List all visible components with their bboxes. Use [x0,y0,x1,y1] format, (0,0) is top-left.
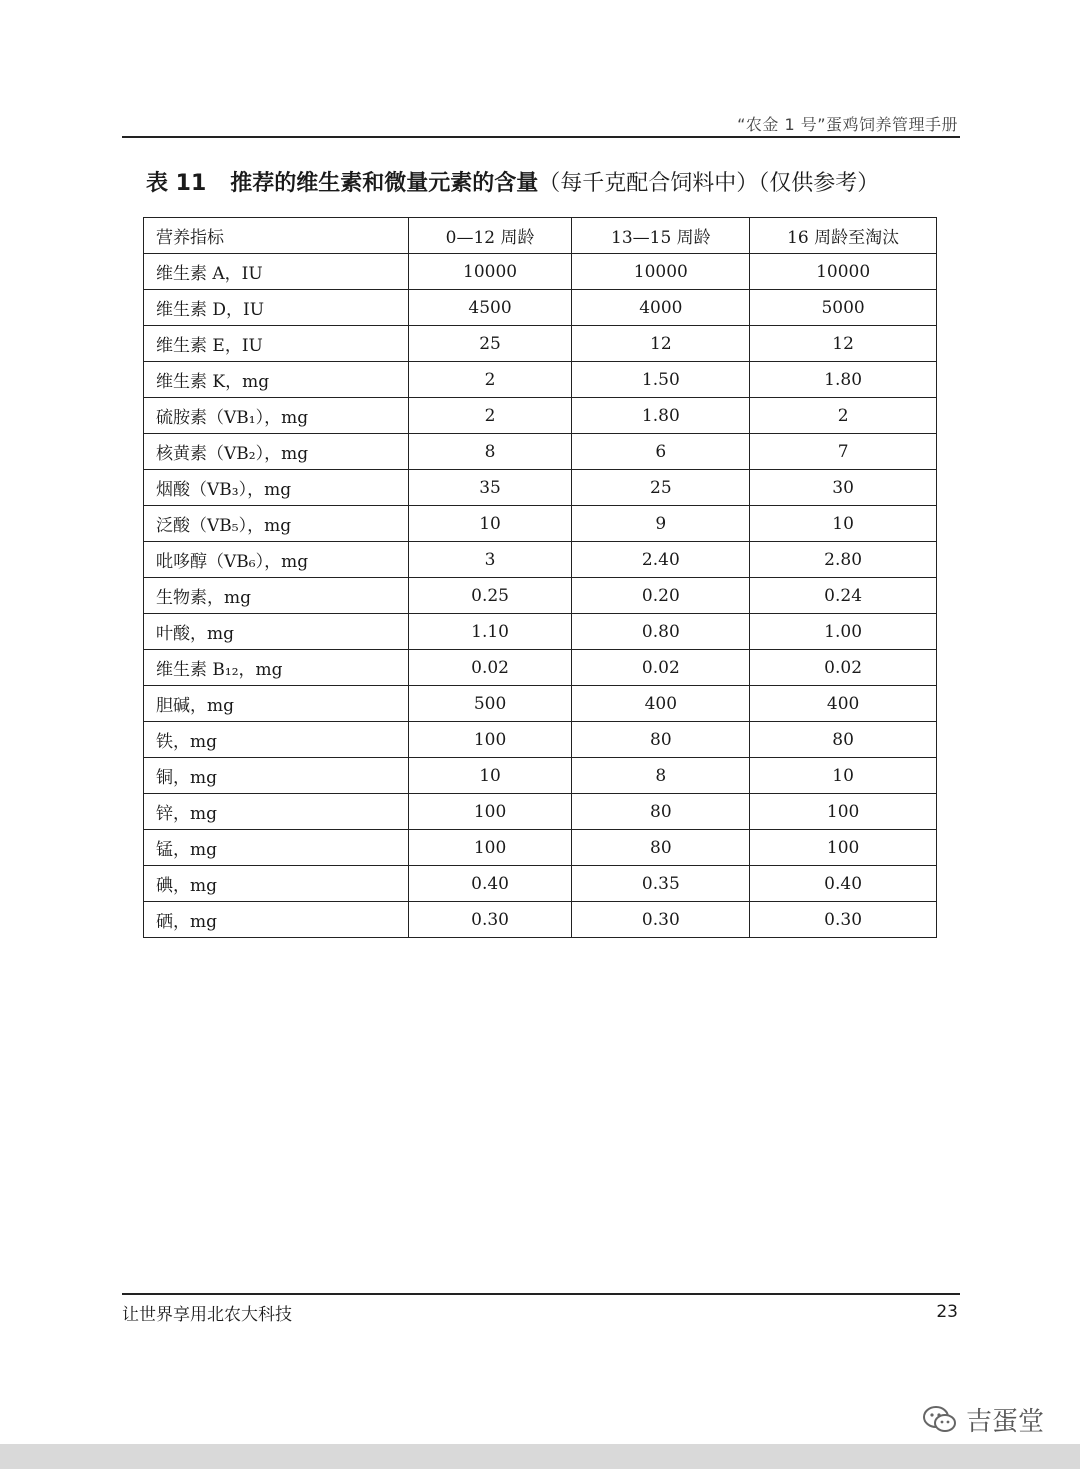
value-cell: 1.80 [572,398,750,434]
table-row [144,578,937,614]
column-header: 16 周龄至淘汰 [750,218,937,254]
column-header: 0—12 周龄 [408,218,572,254]
table-number: 表 11 [146,171,207,196]
value-cell: 100 [408,722,572,758]
running-header: “农金 1 号”蛋鸡饲养管理手册 [737,115,958,134]
column-header: 13—15 周龄 [572,218,750,254]
value-cell: 2.40 [572,542,750,578]
table-subtitle: （每千克配合饲料中）（仅供参考） [538,171,880,196]
nutrient-name-cell: 硒，mg [144,902,409,938]
table-row [144,506,937,542]
value-cell: 100 [750,830,937,866]
table-body [144,254,937,938]
value-cell: 100 [408,794,572,830]
nutrient-name-cell: 锌，mg [144,794,409,830]
value-cell: 2 [408,362,572,398]
table-row [144,326,937,362]
value-cell: 1.10 [408,614,572,650]
value-cell: 0.02 [750,650,937,686]
nutrient-name-cell: 维生素 B₁₂，mg [144,650,409,686]
value-cell: 80 [572,722,750,758]
value-cell: 400 [572,686,750,722]
value-cell: 8 [572,758,750,794]
value-cell: 10000 [750,254,937,290]
table-row [144,758,937,794]
page-number: 23 [936,1302,958,1322]
nutrient-name-cell: 核黄素（VB₂），mg [144,434,409,470]
value-cell: 0.40 [750,866,937,902]
header-divider [122,136,960,138]
table-row [144,362,937,398]
nutrient-name-cell: 生物素，mg [144,578,409,614]
nutrient-name-cell: 碘，mg [144,866,409,902]
nutrient-name-cell: 铜，mg [144,758,409,794]
value-cell: 0.02 [408,650,572,686]
nutrient-name-cell: 泛酸（VB₅），mg [144,506,409,542]
value-cell: 0.02 [572,650,750,686]
value-cell: 10 [408,506,572,542]
table-row [144,902,937,938]
value-cell: 0.40 [408,866,572,902]
value-cell: 80 [572,794,750,830]
footer-divider [122,1293,960,1295]
value-cell: 0.20 [572,578,750,614]
value-cell: 4000 [572,290,750,326]
value-cell: 12 [572,326,750,362]
value-cell: 100 [408,830,572,866]
value-cell: 25 [408,326,572,362]
value-cell: 1.80 [750,362,937,398]
watermark-text: 吉蛋堂 [965,1407,1044,1437]
table-row [144,686,937,722]
value-cell: 1.50 [572,362,750,398]
table-row [144,614,937,650]
nutrient-name-cell: 烟酸（VB₃），mg [144,470,409,506]
value-cell: 80 [572,830,750,866]
table-header-row [144,218,937,254]
value-cell: 3 [408,542,572,578]
value-cell: 9 [572,506,750,542]
bottom-band [0,1444,1080,1469]
value-cell: 8 [408,434,572,470]
value-cell: 4500 [408,290,572,326]
value-cell: 30 [750,470,937,506]
table-row [144,254,937,290]
value-cell: 10000 [408,254,572,290]
value-cell: 0.30 [750,902,937,938]
value-cell: 2 [750,398,937,434]
value-cell: 0.25 [408,578,572,614]
table-row [144,794,937,830]
value-cell: 10 [750,758,937,794]
footer-slogan: 让世界享用北农大科技 [122,1305,292,1325]
value-cell: 10000 [572,254,750,290]
nutrient-name-cell: 维生素 E，IU [144,326,409,362]
value-cell: 7 [750,434,937,470]
table-row [144,398,937,434]
wechat-icon [922,1405,958,1435]
value-cell: 400 [750,686,937,722]
table-row [144,434,937,470]
table-row [144,650,937,686]
table-row [144,830,937,866]
table-caption [146,166,879,197]
value-cell: 25 [572,470,750,506]
value-cell: 2 [408,398,572,434]
value-cell: 10 [750,506,937,542]
value-cell: 0.24 [750,578,937,614]
nutrient-name-cell: 吡哆醇（VB₆），mg [144,542,409,578]
table-title: 推荐的维生素和微量元素的含量 [230,171,539,196]
value-cell: 2.80 [750,542,937,578]
nutrient-name-cell: 维生素 D，IU [144,290,409,326]
nutrient-table [143,217,937,938]
nutrient-name-cell: 胆碱，mg [144,686,409,722]
nutrient-name-cell: 维生素 A，IU [144,254,409,290]
value-cell: 1.00 [750,614,937,650]
value-cell: 0.30 [572,902,750,938]
value-cell: 500 [408,686,572,722]
value-cell: 0.30 [408,902,572,938]
value-cell: 0.80 [572,614,750,650]
value-cell: 100 [750,794,937,830]
value-cell: 6 [572,434,750,470]
value-cell: 35 [408,470,572,506]
table-row [144,470,937,506]
nutrient-name-cell: 硫胺素（VB₁），mg [144,398,409,434]
table-row [144,866,937,902]
value-cell: 5000 [750,290,937,326]
nutrient-name-cell: 叶酸，mg [144,614,409,650]
column-header: 营养指标 [144,218,409,254]
table-row [144,290,937,326]
table-row [144,542,937,578]
nutrient-name-cell: 铁，mg [144,722,409,758]
watermark [922,1401,1044,1438]
value-cell: 0.35 [572,866,750,902]
nutrient-name-cell: 维生素 K，mg [144,362,409,398]
value-cell: 10 [408,758,572,794]
table-row [144,722,937,758]
value-cell: 80 [750,722,937,758]
nutrient-name-cell: 锰，mg [144,830,409,866]
value-cell: 12 [750,326,937,362]
